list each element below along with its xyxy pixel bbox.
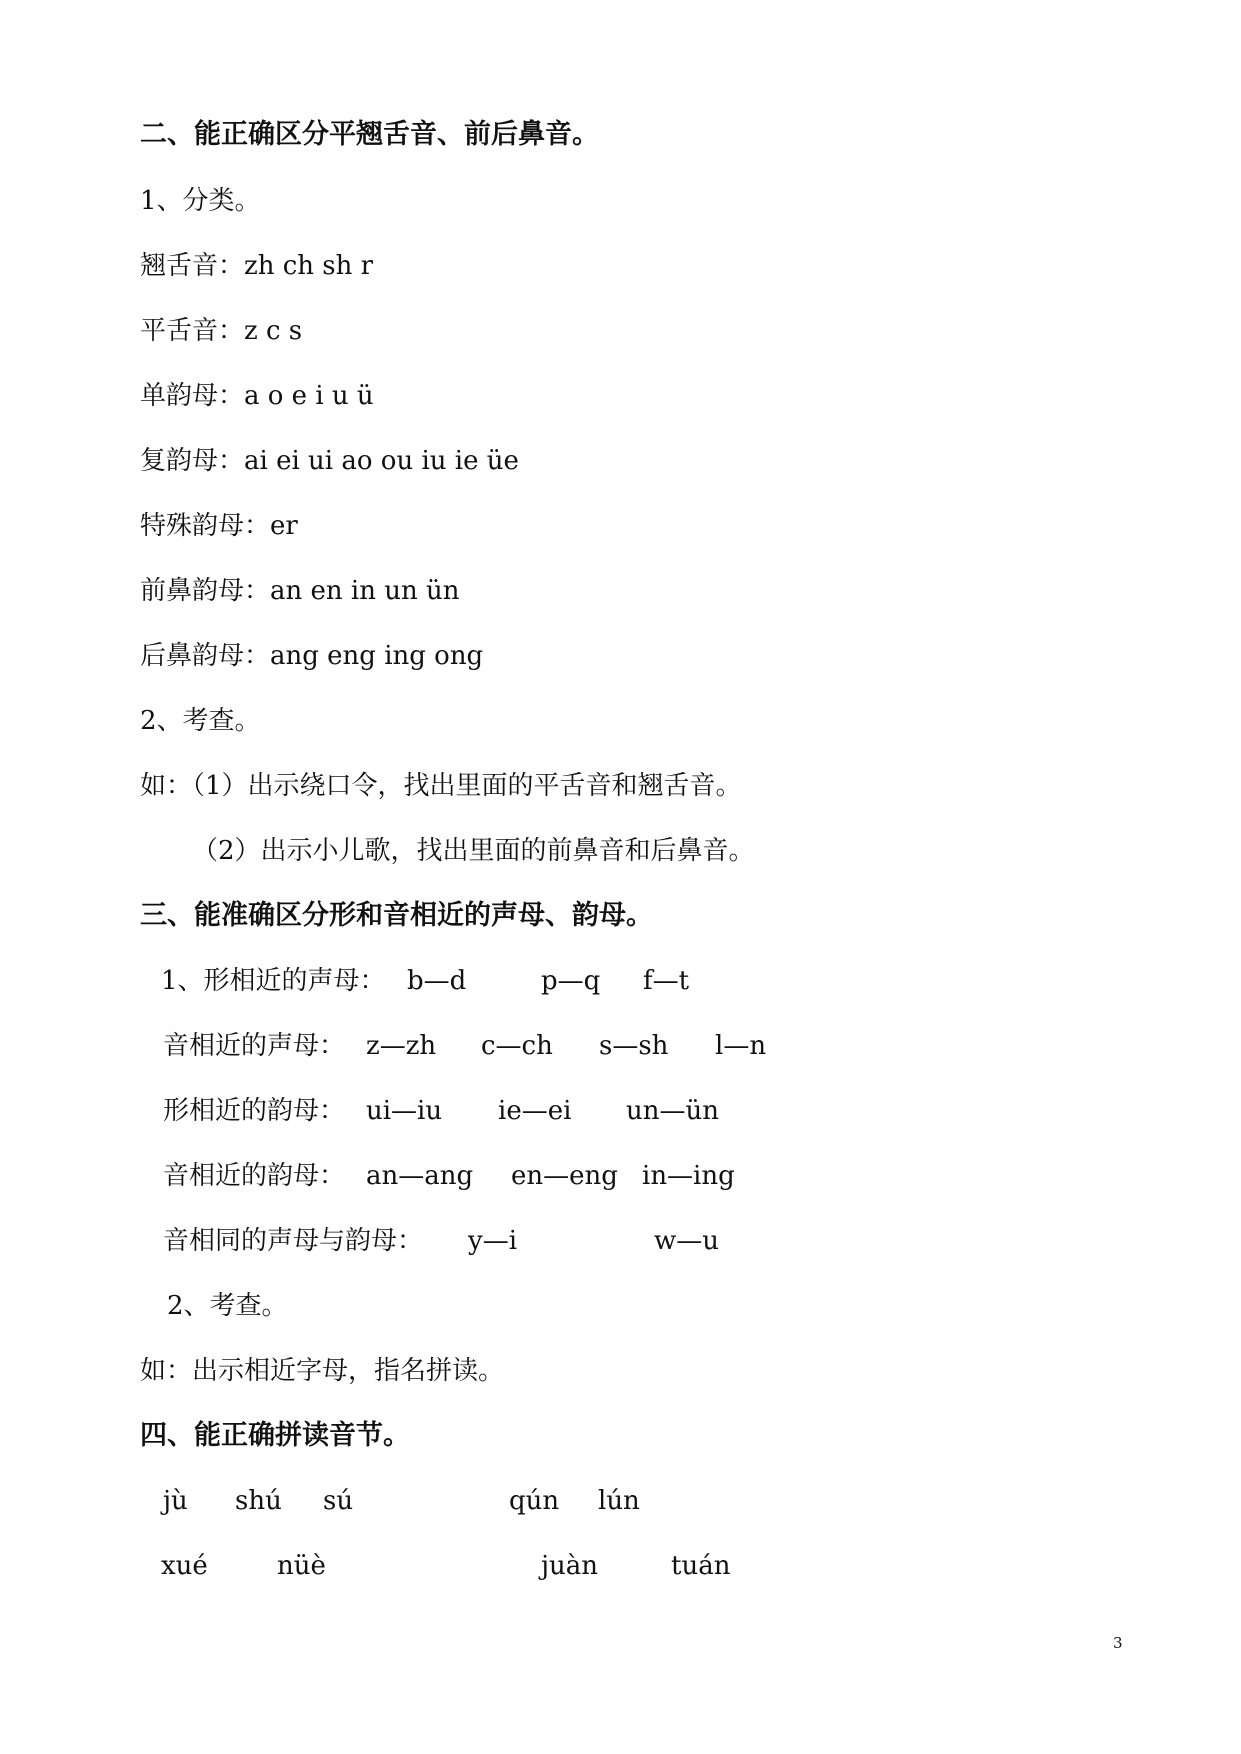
row-shape-initials-label: 1、形相近的声母： bbox=[161, 966, 386, 996]
pair-item: ie—ei bbox=[498, 1096, 572, 1126]
syllable: sú bbox=[323, 1486, 354, 1516]
section-4-heading: 四、能正确拼读音节。 bbox=[140, 1420, 410, 1451]
page-number: 3 bbox=[1113, 1634, 1123, 1652]
row-sound-initials-label: 音相近的声母： bbox=[163, 1031, 346, 1061]
line-special-final: 特殊韵母：er bbox=[140, 511, 298, 541]
section-2-sub-1: 1、分类。 bbox=[140, 186, 261, 216]
section-3-example: 如：出示相近字母，指名拼读。 bbox=[140, 1356, 505, 1386]
syllable: tuán bbox=[671, 1551, 731, 1581]
section-2-heading: 二、能正确区分平翘舌音、前后鼻音。 bbox=[140, 119, 599, 150]
section-3-sub-2: 2、考查。 bbox=[167, 1291, 288, 1321]
pair-item: c—ch bbox=[481, 1031, 553, 1061]
pair-item: un—ün bbox=[626, 1096, 719, 1126]
pair-item: ui—iu bbox=[366, 1096, 443, 1126]
line-front-nasal: 前鼻韵母：an en in un ün bbox=[140, 576, 460, 606]
pair-item: f—t bbox=[643, 966, 690, 996]
pair-item: w—u bbox=[654, 1226, 719, 1256]
row-same-sound-label: 音相同的声母与韵母： bbox=[163, 1226, 424, 1256]
syllable: jù bbox=[163, 1486, 188, 1516]
section-2-sub-2: 2、考查。 bbox=[140, 706, 261, 736]
line-back-nasal: 后鼻韵母：ang eng ing ong bbox=[140, 641, 484, 671]
pair-item: in—ing bbox=[642, 1161, 735, 1191]
syllable: nüè bbox=[277, 1551, 326, 1581]
line-flat-tongue: 平舌音：z c s bbox=[140, 316, 303, 346]
syllable: xué bbox=[161, 1551, 208, 1581]
line-compound-finals: 复韵母：ai ei ui ao ou iu ie üe bbox=[140, 446, 519, 476]
pair-item: en—eng bbox=[511, 1161, 618, 1191]
section-3-heading: 三、能准确区分形和音相近的声母、韵母。 bbox=[140, 900, 653, 931]
syllable: juàn bbox=[541, 1551, 599, 1581]
pair-item: l—n bbox=[715, 1031, 767, 1061]
row-sound-finals-label: 音相近的韵母： bbox=[163, 1161, 346, 1191]
pair-item: s—sh bbox=[599, 1031, 669, 1061]
row-shape-finals-label: 形相近的韵母： bbox=[163, 1096, 346, 1126]
line-retroflex: 翘舌音：zh ch sh r bbox=[140, 251, 374, 281]
pair-item: an—ang bbox=[366, 1161, 474, 1191]
example-2: （2）出示小儿歌，找出里面的前鼻音和后鼻音。 bbox=[192, 836, 755, 866]
pair-item: b—d bbox=[407, 966, 467, 996]
pair-item: y—i bbox=[468, 1226, 518, 1256]
syllable: shú bbox=[235, 1486, 282, 1516]
pair-item: z—zh bbox=[366, 1031, 437, 1061]
line-simple-finals: 单韵母：a o e i u ü bbox=[140, 381, 374, 411]
example-1: 如：（1）出示绕口令，找出里面的平舌音和翘舌音。 bbox=[140, 771, 742, 801]
syllable: qún bbox=[509, 1486, 560, 1516]
syllable: lún bbox=[598, 1486, 640, 1516]
pair-item: p—q bbox=[541, 966, 601, 996]
